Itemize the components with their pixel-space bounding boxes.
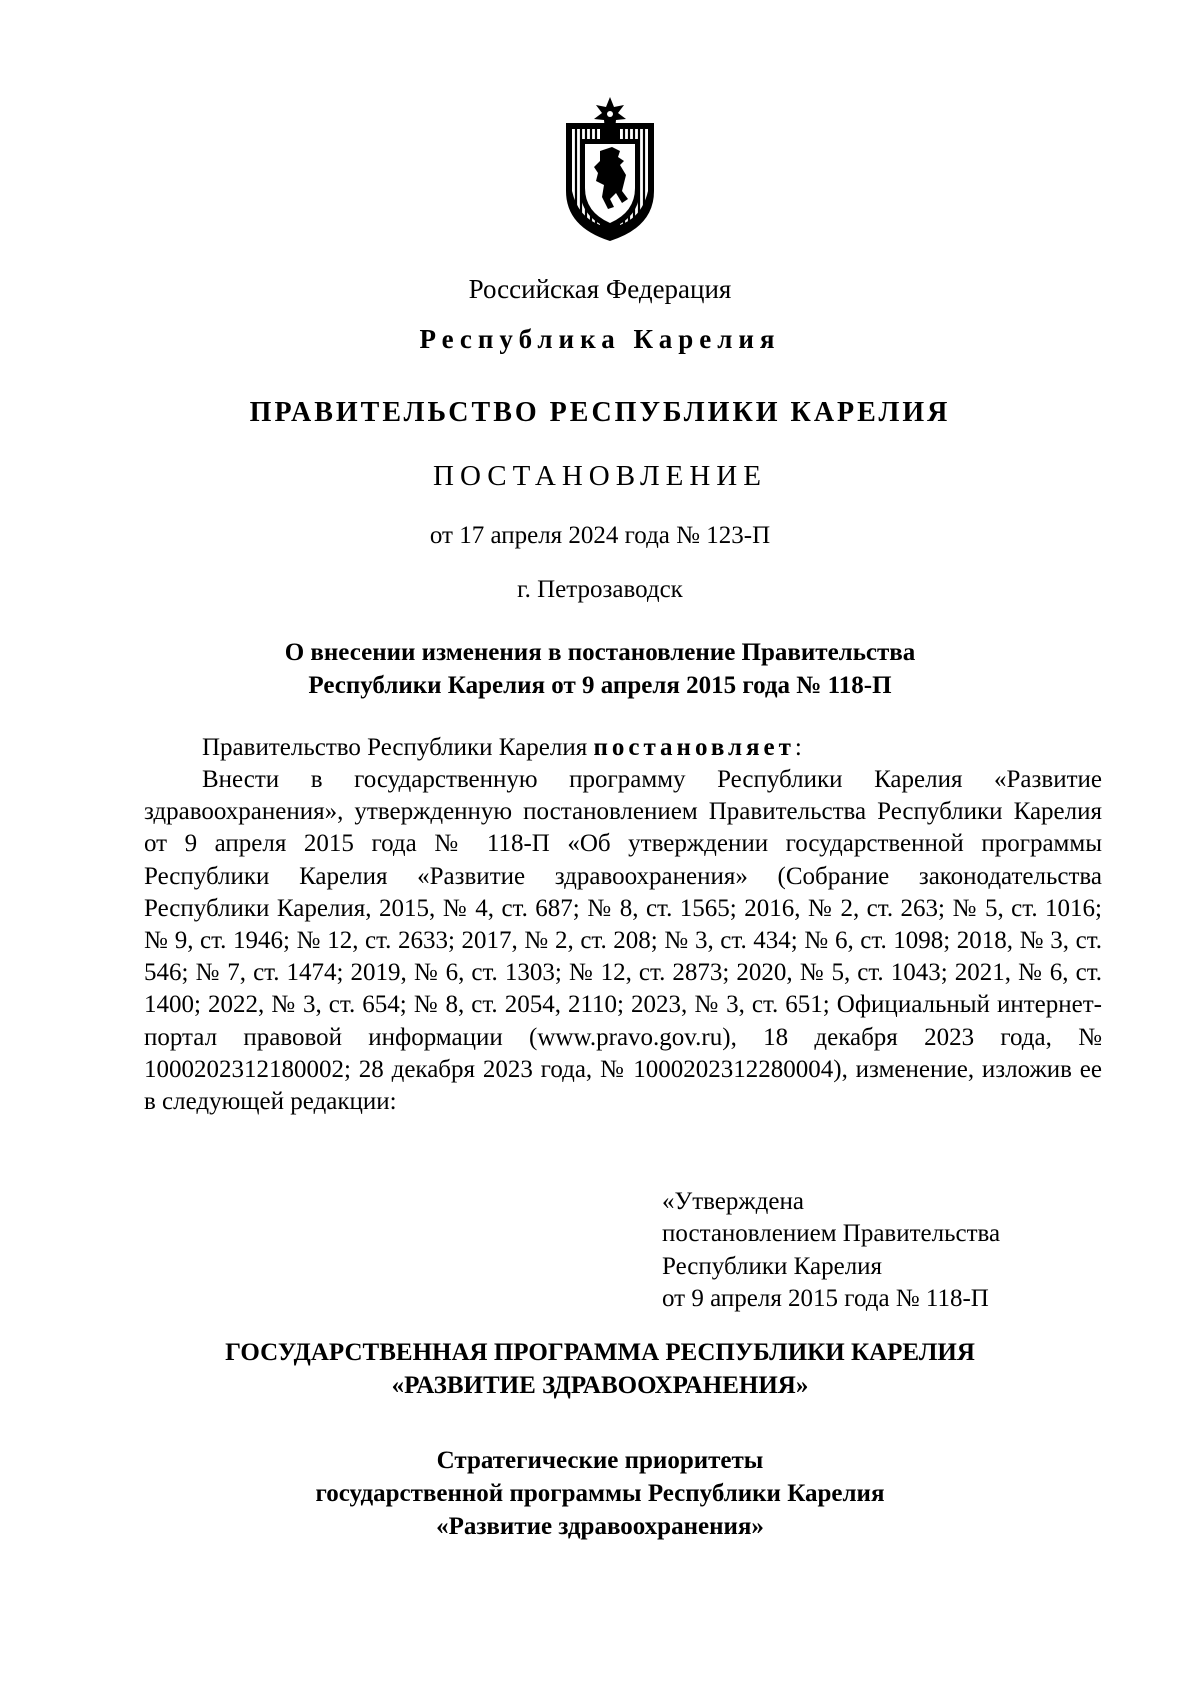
approval-line-4: от 9 апреля 2015 года № 118-П	[662, 1285, 989, 1313]
priorities-title-line-1: Стратегические приоритеты	[436, 1447, 764, 1474]
document-type: ПОСТАНОВЛЕНИЕ	[433, 460, 767, 492]
priorities-title-line-2: государственной программы Республики Карелия	[315, 1480, 885, 1507]
approval-line-1: «Утверждена	[662, 1188, 804, 1215]
karelia-coat-of-arms-icon	[560, 95, 660, 243]
country-name: Российская Федерация	[468, 274, 732, 304]
approval-stamp-text	[662, 1186, 1000, 1316]
document-date-number: от 17 апреля 2024 года № 123-П	[429, 522, 771, 549]
intro-suffix: :	[794, 734, 802, 761]
intro-keyword: постановляет	[593, 734, 795, 761]
resolution-main-text: Внести в государственную программу Республики Карелия «Развитие здравоохранения», утвержденную постановлением Правительства Республики Карелия от 9 апреля 2015 года № 118-П «Об утверждении государственной программы Республики Карелия «Развитие здравоохранения» (Собрание законодательства Республики Карелия, 2015, № 4, ст. 687; № 8, ст. 1565; 2016, № 2, ст. 263; № 5, ст. 1016; № 9, ст. 1946; № 12, ст. 2633; 2017, № 2, ст. 208; № 3, ст. 434; № 6, ст. 1098; 2018, № 3, ст. 546; № 7, ст. 1474; 2019, № 6, ст. 1303; № 12, ст. 2873; 2020, № 5, ст. 1043; 2021, № 6, ст. 1400; 2022, № 3, ст. 654; № 8, ст. 2054, 2110; 2023, № 3, ст. 651; Официальный интернет-портал правовой информации (www.pravo.gov.ru), 18 декабря 2023 года, № 1000202312180002; 28 декабря 2023 года, № 1000202312280004), изменение, изложив ее в следующей редакции:	[144, 766, 1102, 1116]
program-title-line-2: «РАЗВИТИЕ ЗДРАВООХРАНЕНИЯ»	[391, 1372, 809, 1399]
subject-line-2: Республики Карелия от 9 апреля 2015 года № 118-П	[308, 672, 892, 699]
document-city: г. Петрозаводск	[517, 576, 683, 603]
government-name: ПРАВИТЕЛЬСТВО РЕСПУБЛИКИ КАРЕЛИЯ	[249, 397, 951, 428]
subject-line-1: О внесении изменения в постановление Правительства	[284, 639, 916, 666]
approval-line-2: постановлением Правительства	[662, 1220, 1001, 1248]
resolution-intro	[144, 732, 1102, 764]
program-title-line-1: ГОСУДАРСТВЕННАЯ ПРОГРАММА РЕСПУБЛИКИ КАРЕЛИЯ	[225, 1339, 975, 1366]
program-title	[0, 1336, 1200, 1402]
intro-prefix: Правительство Республики Карелия	[202, 734, 594, 761]
republic-name: Республика Карелия	[419, 324, 781, 354]
approval-line-3: Республики Карелия	[662, 1252, 883, 1280]
document-subject	[0, 636, 1200, 702]
priorities-title-line-3: «Развитие здравоохранения»	[436, 1513, 764, 1540]
priorities-title	[0, 1444, 1200, 1543]
